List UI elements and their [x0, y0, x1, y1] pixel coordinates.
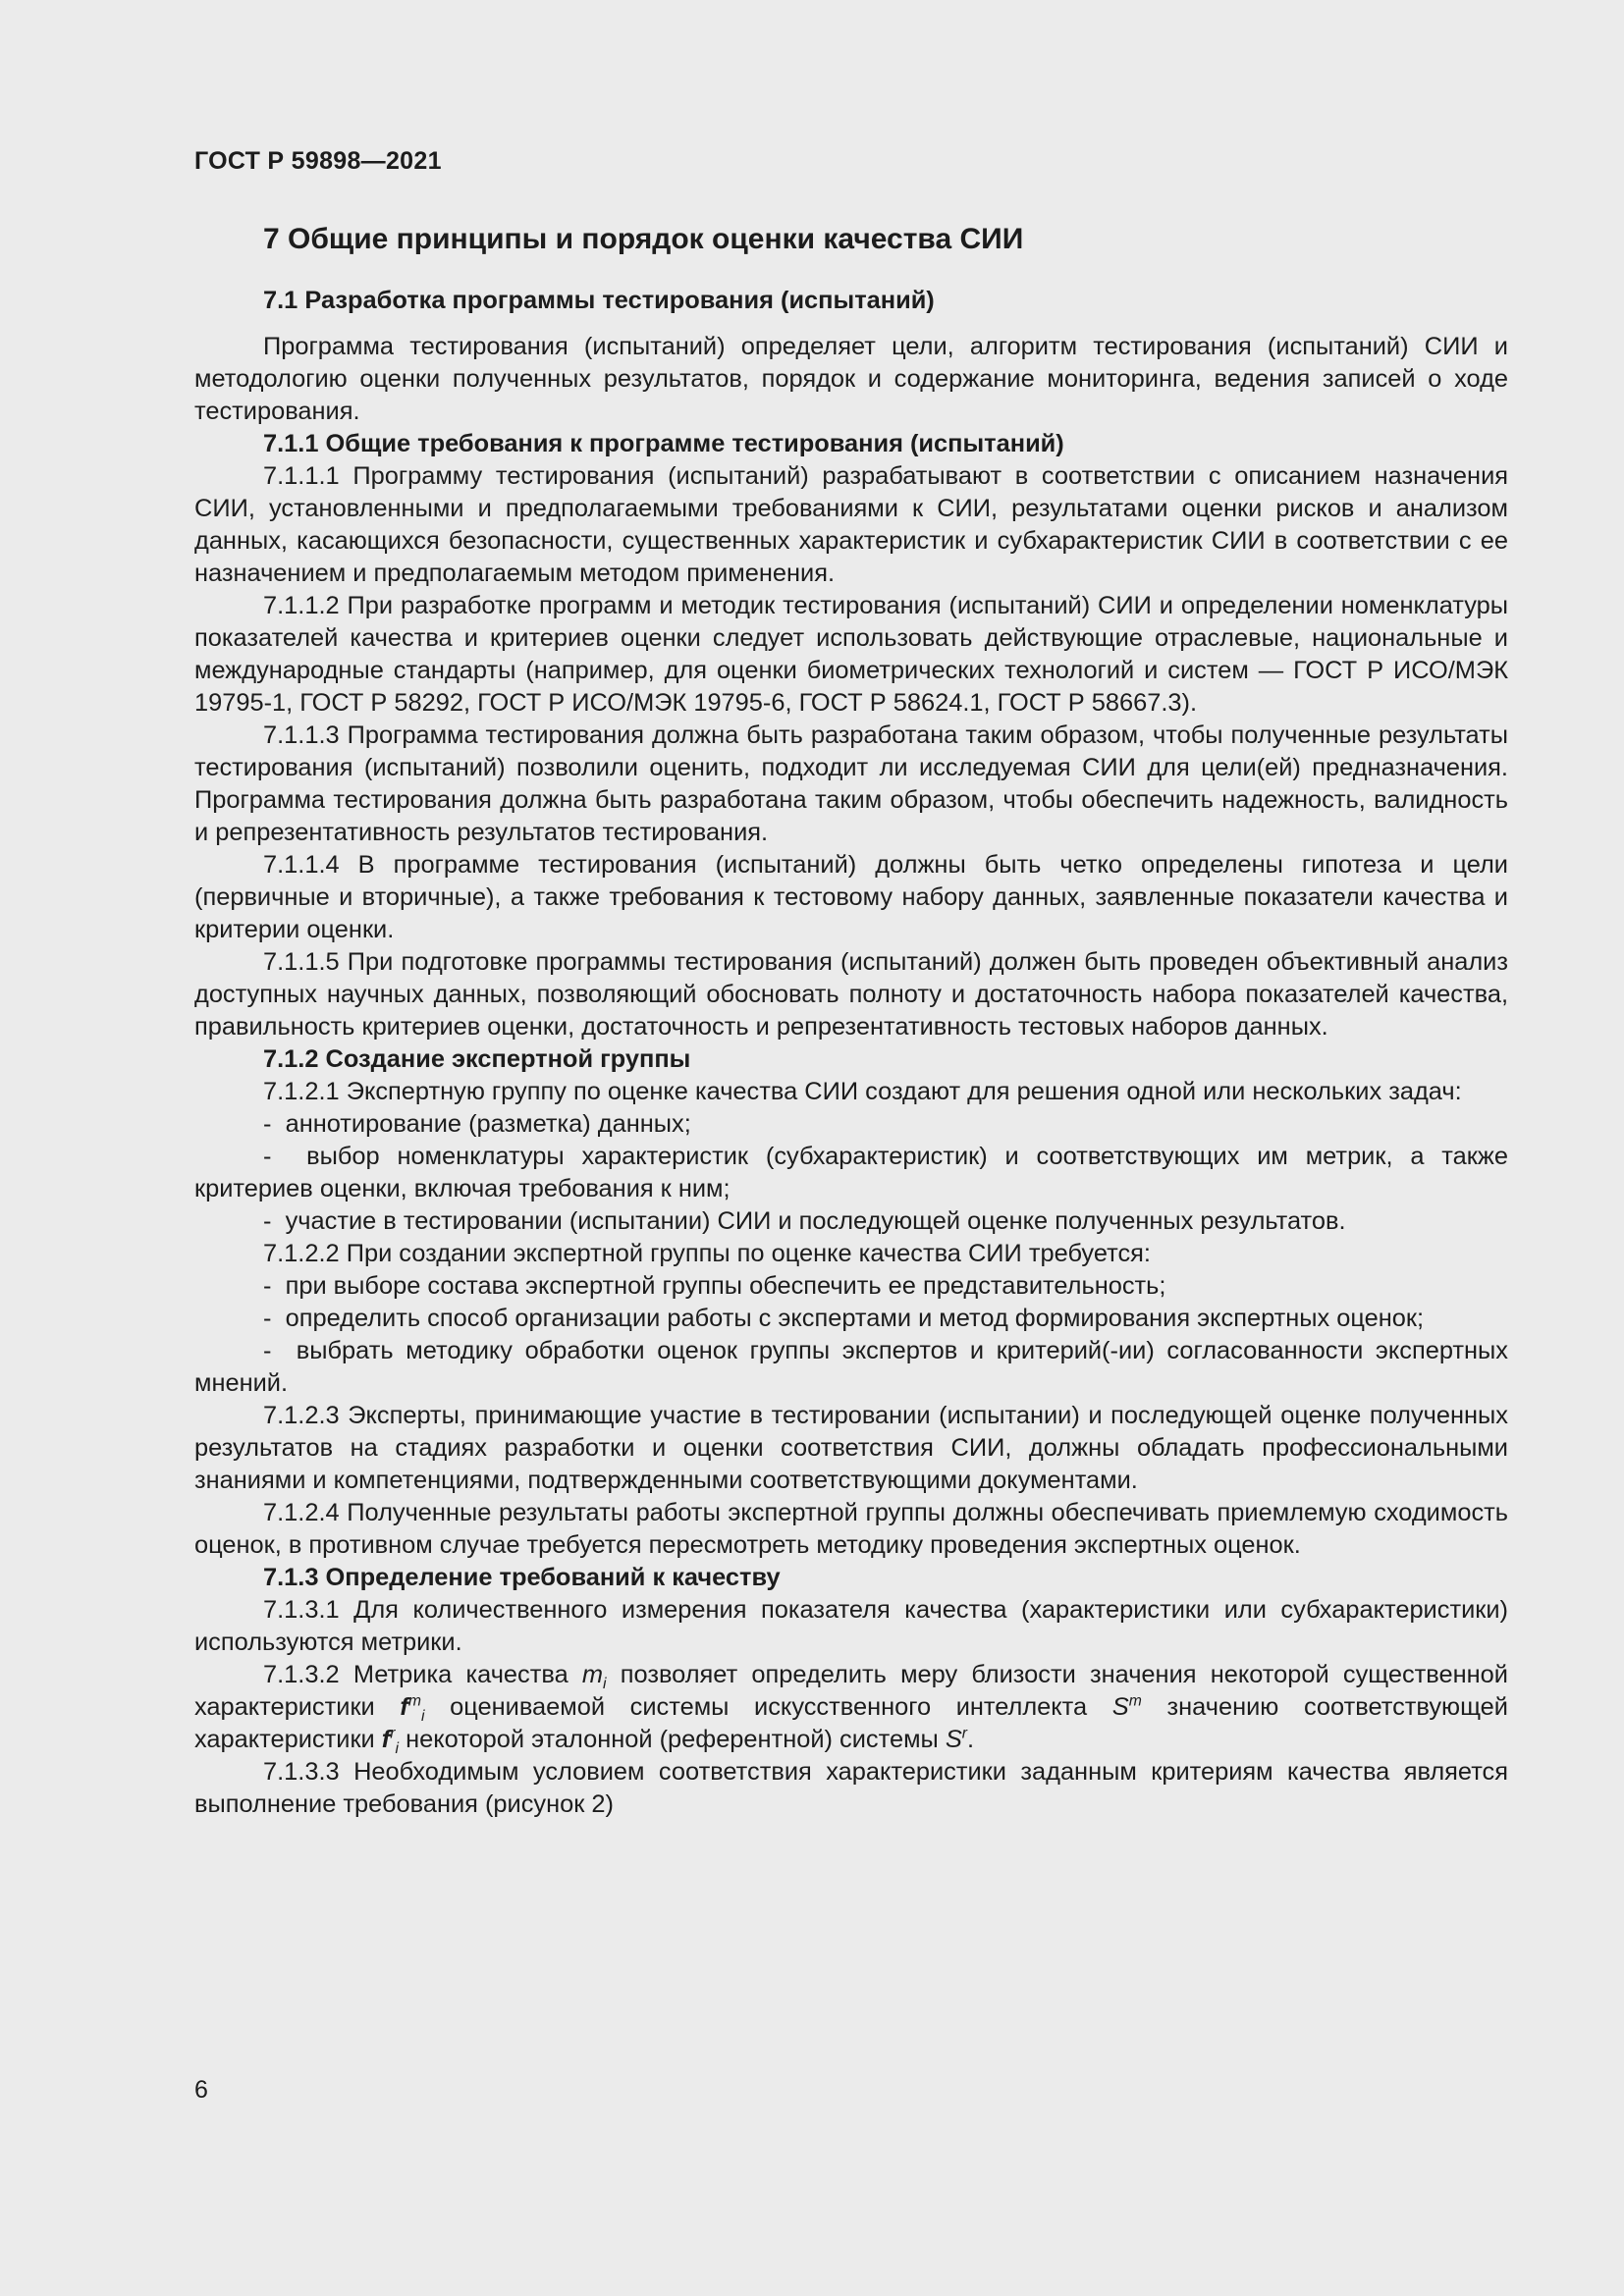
- list-item: - аннотирование (разметка) данных;: [194, 1108, 1508, 1141]
- paragraph-7-1-2-1: 7.1.2.1 Экспертную группу по оценке качества СИИ создают для решения одной или нескольких задач:: [263, 1078, 1462, 1105]
- formula-s-m: $S^m$: [1111, 1692, 1142, 1721]
- text-run: .: [967, 1726, 975, 1753]
- paragraph-7-1-1-2: 7.1.1.2 При разработке программ и методик тестирования (испытаний) СИИ и определении номенклатуры показателей качества и критериев оценки следует использовать действующие отраслевые, национальные и международные стандарты (например, для оценки биометрических технологий и систем — ГОСТ Р ИСО/МЭК 19795-1, ГОСТ Р 58292, ГОСТ Р ИСО/МЭК 19795-6, ГОСТ Р 58624.1, ГОСТ Р 58667.3).: [194, 592, 1508, 717]
- list-item: - выбрать методику обработки оценок группы экспертов и критерий(-ии) согласованности экспертных мнений.: [194, 1335, 1508, 1400]
- intro-paragraph: Программа тестирования (испытаний) определяет цели, алгоритм тестирования (испытаний) СИИ и методологию оценки полученных результатов, порядок и содержание мониторинга, ведения записей о ходе тестирования.: [194, 333, 1508, 425]
- formula-f-i-r: $f^r_i$: [381, 1725, 400, 1758]
- text-run: оцениваемой системы искусственного интеллекта: [424, 1693, 1112, 1721]
- formula-s-r: $S^r$: [945, 1725, 968, 1753]
- text-run: значению соответствующей характеристики: [194, 1693, 1508, 1753]
- formula-m-i: $m_i$: [581, 1661, 607, 1693]
- formula-f-i-m: $f^m_i$: [400, 1692, 425, 1726]
- heading-7-1-1: 7.1.1 Общие требования к программе тестирования (испытаний): [263, 430, 1064, 457]
- section-title: 7 Общие принципы и порядок оценки качества СИИ: [263, 223, 1024, 255]
- page-number: 6: [194, 2076, 208, 2104]
- paragraph-7-1-2-4: 7.1.2.4 Полученные результаты работы экспертной группы должны обеспечивать приемлемую сходимость оценок, в противном случае требуется пересмотреть методику проведения экспертных оценок.: [194, 1499, 1508, 1559]
- list-item: - определить способ организации работы с экспертами и метод формирования экспертных оценок;: [194, 1303, 1508, 1335]
- paragraph-7-1-2-3: 7.1.2.3 Эксперты, принимающие участие в тестировании (испытании) и последующей оценке полученных результатов на стадиях разработки и оценки соответствия СИИ, должны обладать профессиональными знаниями и компетенциями, подтвержденными соответствующими документами.: [194, 1402, 1508, 1494]
- list-item: - участие в тестировании (испытании) СИИ и последующей оценке полученных результатов.: [194, 1205, 1508, 1238]
- document-body: [194, 220, 1508, 1821]
- paragraph-7-1-1-3: 7.1.1.3 Программа тестирования должна быть разработана таким образом, чтобы полученные результаты тестирования (испытаний) позволили оценить, подходит ли исследуемая СИИ для цели(ей) предназначения. Программа тестирования должна быть разработана таким образом, чтобы обеспечить надежность, валидность и репрезентативность результатов тестирования.: [194, 721, 1508, 846]
- paragraph-7-1-1-5: 7.1.1.5 При подготовке программы тестирования (испытаний) должен быть проведен объективный анализ доступных научных данных, позволяющий обосновать полноту и достаточность набора показателей качества, правильность критериев оценки, достаточность и репрезентативность тестовых наборов данных.: [194, 948, 1508, 1041]
- text-run: 7.1.3.2 Метрика качества: [263, 1661, 582, 1688]
- paragraph-7-1-2-2: 7.1.2.2 При создании экспертной группы по оценке качества СИИ требуется:: [263, 1240, 1151, 1267]
- list-item: - при выборе состава экспертной группы обеспечить ее представительность;: [194, 1270, 1508, 1303]
- subsection-title: 7.1 Разработка программы тестирования (испытаний): [263, 287, 935, 314]
- document-id: ГОСТ Р 59898—2021: [194, 147, 442, 175]
- heading-7-1-3: 7.1.3 Определение требований к качеству: [263, 1564, 781, 1591]
- text-run: некоторой эталонной (референтной) системы: [399, 1726, 946, 1753]
- paragraph-7-1-3-1: 7.1.3.1 Для количественного измерения показателя качества (характеристики или субхарактеристики) используются метрики.: [194, 1596, 1508, 1656]
- paragraph-7-1-3-3: 7.1.3.3 Необходимым условием соответствия характеристики заданным критериям качества является выполнение требования (рисунок 2): [194, 1758, 1508, 1818]
- paragraph-7-1-1-1: 7.1.1.1 Программу тестирования (испытаний) разрабатывают в соответствии с описанием назначения СИИ, установленными и предполагаемыми требованиями к СИИ, результатами оценки рисков и анализом данных, касающихся безопасности, существенных характеристик и субхарактеристик СИИ в соответствии с ее назначением и предполагаемым методом применения.: [194, 462, 1508, 587]
- paragraph-7-1-1-4: 7.1.1.4 В программе тестирования (испытаний) должны быть четко определены гипотеза и цели (первичные и вторичные), а также требования к тестовому набору данных, заявленные показатели качества и критерии оценки.: [194, 851, 1508, 943]
- list-item: - выбор номенклатуры характеристик (субхарактеристик) и соответствующих им метрик, а также критериев оценки, включая требования к ним;: [194, 1141, 1508, 1205]
- heading-7-1-2: 7.1.2 Создание экспертной группы: [263, 1045, 691, 1073]
- text-run: позволяет определить меру близости значения некоторой существенной характеристики: [194, 1661, 1508, 1721]
- paragraph-7-1-3-2: [194, 1659, 1508, 1756]
